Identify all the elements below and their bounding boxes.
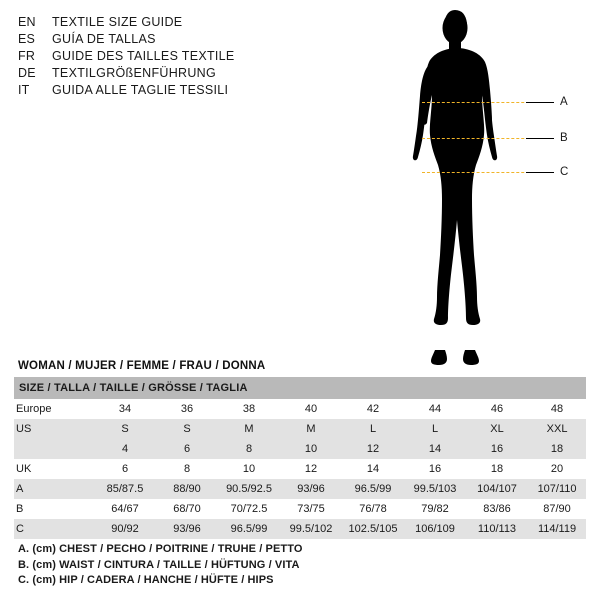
table-header-label: SIZE / TALLA / TAILLE / GRÖSSE / TAGLIA: [14, 377, 586, 399]
language-title: GUIDE DES TAILLES TEXTILE: [52, 49, 235, 63]
language-title: GUÍA DE TALLAS: [52, 32, 156, 46]
measure-label-a: A: [560, 96, 568, 108]
cell: 12: [342, 439, 404, 459]
cell: 88/90: [156, 479, 218, 499]
cell: 18: [528, 439, 586, 459]
cell: 14: [404, 439, 466, 459]
cell: 36: [156, 399, 218, 419]
language-row: [18, 82, 398, 98]
language-title: TEXTILGRÖßENFÜHRUNG: [52, 66, 217, 80]
table-row: [14, 459, 586, 479]
cell: 8: [156, 459, 218, 479]
language-row: [18, 31, 398, 47]
cell: 96.5/99: [218, 519, 280, 539]
row-label: B: [14, 499, 94, 519]
row-label: US: [14, 419, 94, 439]
measure-tick-chest: [526, 102, 554, 103]
cell: 64/67: [94, 499, 156, 519]
cell: 4: [94, 439, 156, 459]
cell: 104/107: [466, 479, 528, 499]
cell: 34: [94, 399, 156, 419]
cell: L: [404, 419, 466, 439]
cell: 8: [218, 439, 280, 459]
cell: 96.5/99: [342, 479, 404, 499]
cell: 10: [280, 439, 342, 459]
cell: 20: [528, 459, 586, 479]
cell: 107/110: [528, 479, 586, 499]
cell: 48: [528, 399, 586, 419]
table-row: [14, 499, 586, 519]
measure-label-c: C: [560, 166, 569, 178]
cell: M: [218, 419, 280, 439]
table-group-title: WOMAN / MUJER / FEMME / FRAU / DONNA: [18, 360, 266, 372]
cell: 40: [280, 399, 342, 419]
cell: 79/82: [404, 499, 466, 519]
language-code: IT: [18, 83, 30, 97]
table-row: [14, 519, 586, 539]
language-code: DE: [18, 66, 36, 80]
cell: 83/86: [466, 499, 528, 519]
cell: 87/90: [528, 499, 586, 519]
table-row: [14, 399, 586, 419]
measurement-legend: [18, 542, 578, 589]
cell: L: [342, 419, 404, 439]
measurement-figure: [400, 8, 580, 370]
cell: 90/92: [94, 519, 156, 539]
language-title: TEXTILE SIZE GUIDE: [52, 15, 183, 29]
cell: 18: [466, 459, 528, 479]
cell: 76/78: [342, 499, 404, 519]
measure-label-b: B: [560, 132, 568, 144]
language-code: FR: [18, 49, 36, 63]
row-label: [14, 439, 94, 459]
legend-line-a: A. (cm) CHEST / PECHO / POITRINE / TRUHE / PETTO: [18, 543, 303, 555]
row-label: UK: [14, 459, 94, 479]
female-silhouette-icon: [400, 8, 580, 370]
language-row: [18, 48, 398, 64]
cell: 42: [342, 399, 404, 419]
measure-tick-hip: [526, 172, 554, 173]
cell: 68/70: [156, 499, 218, 519]
cell: 10: [218, 459, 280, 479]
row-label: Europe: [14, 399, 94, 419]
cell: 106/109: [404, 519, 466, 539]
cell: XXL: [528, 419, 586, 439]
cell: S: [156, 419, 218, 439]
cell: XL: [466, 419, 528, 439]
cell: 14: [342, 459, 404, 479]
language-code: EN: [18, 15, 36, 29]
cell: 102.5/105: [342, 519, 404, 539]
language-title: GUIDA ALLE TAGLIE TESSILI: [52, 83, 229, 97]
cell: 16: [466, 439, 528, 459]
cell: 38: [218, 399, 280, 419]
cell: 93/96: [280, 479, 342, 499]
cell: 70/72.5: [218, 499, 280, 519]
language-titles: [18, 14, 398, 99]
size-table: [14, 377, 586, 539]
cell: S: [94, 419, 156, 439]
cell: 6: [94, 459, 156, 479]
table-row: [14, 479, 586, 499]
language-row: [18, 65, 398, 81]
language-code: ES: [18, 32, 36, 46]
cell: 114/119: [528, 519, 586, 539]
cell: 85/87.5: [94, 479, 156, 499]
measure-tick-waist: [526, 138, 554, 139]
table-row: [14, 439, 586, 459]
row-label: C: [14, 519, 94, 539]
cell: 44: [404, 399, 466, 419]
cell: 12: [280, 459, 342, 479]
cell: 73/75: [280, 499, 342, 519]
cell: 110/113: [466, 519, 528, 539]
cell: 90.5/92.5: [218, 479, 280, 499]
cell: 99.5/102: [280, 519, 342, 539]
language-row: [18, 14, 398, 30]
size-table-section: [14, 357, 586, 539]
cell: 99.5/103: [404, 479, 466, 499]
legend-line-b: B. (cm) WAIST / CINTURA / TAILLE / HÜFTUNG / VITA: [18, 558, 300, 571]
table-header-row: [14, 377, 586, 399]
legend-line-c: C. (cm) HIP / CADERA / HANCHE / HÜFTE / HIPS: [18, 574, 274, 586]
table-row: [14, 419, 586, 439]
row-label: A: [14, 479, 94, 499]
cell: 6: [156, 439, 218, 459]
cell: 46: [466, 399, 528, 419]
cell: 93/96: [156, 519, 218, 539]
cell: 16: [404, 459, 466, 479]
cell: M: [280, 419, 342, 439]
